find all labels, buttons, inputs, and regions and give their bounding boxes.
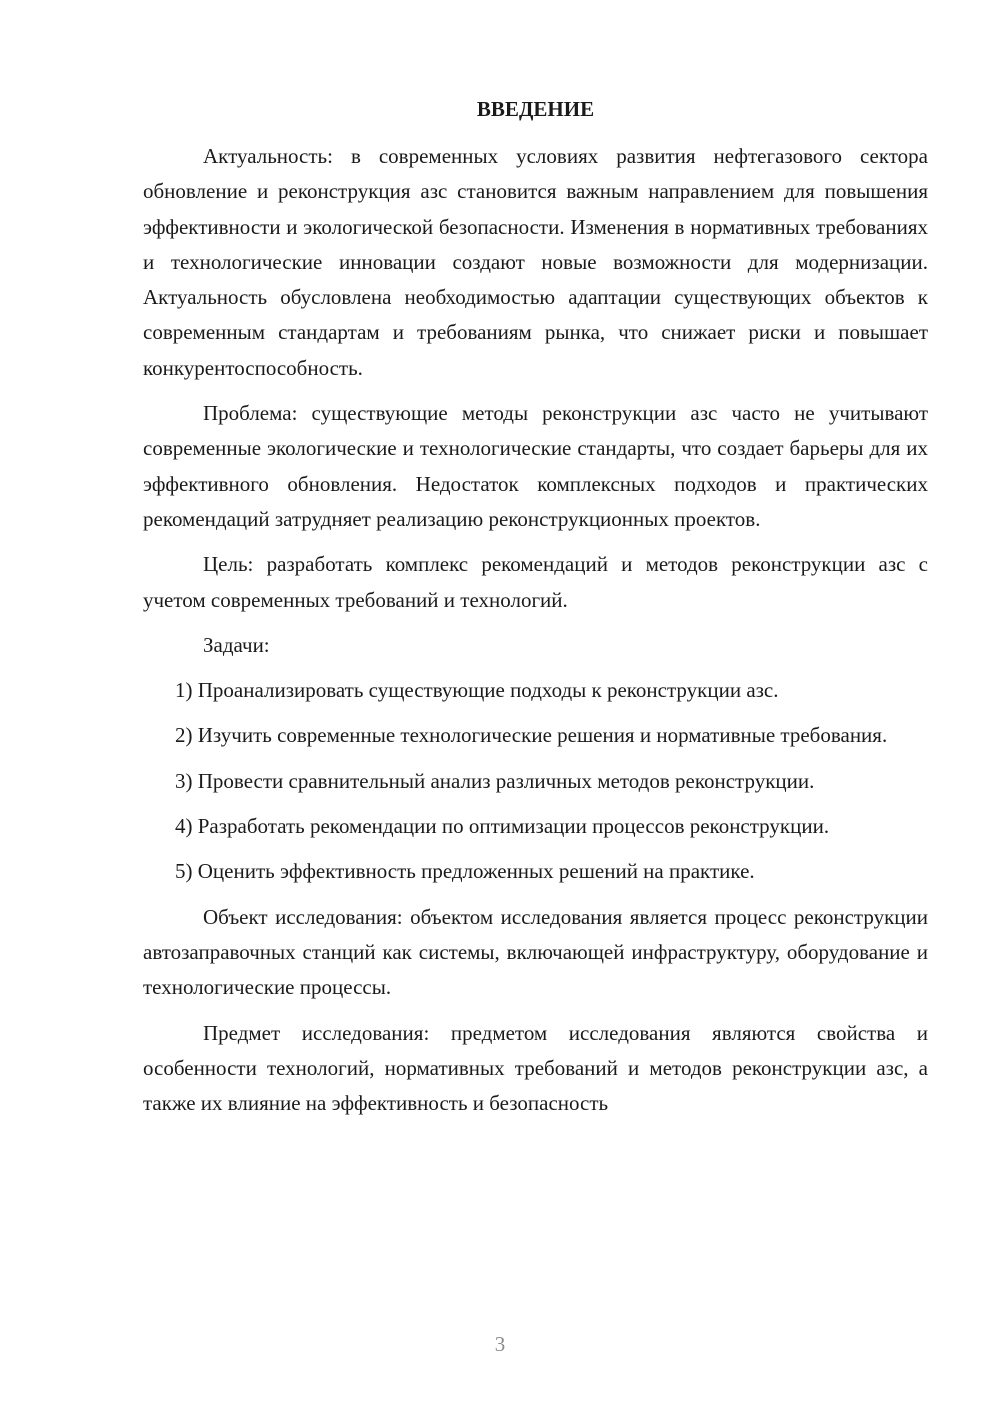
list-item: 1) Проанализировать существующие подходы к реконструкции азс. [175, 678, 779, 703]
list-item: 3) Провести сравнительный анализ различных методов реконструкции. [175, 768, 815, 793]
paragraph-problem: Проблема: существующие методы реконструкции азс часто не учитывают современные экологические и технологические стандарты, что создает барьеры для их эффективного обновления. Недостаток комплексных подходов и практических рекомендаций затрудняет реализацию реконструкционных проектов. [143, 401, 928, 531]
paragraph-relevance: Актуальность: в современных условиях развития нефтегазового сектора обновление и реконструкция азс становится важным направлением для повышения эффективности и экологической безопасности. Изменения в нормативных требованиях и технологические инновации создают новые возможности для модернизации. Актуальность обусловлена необходимостью адаптации существующих объектов к современным стандартам и требованиям рынка, что снижает риски и повышает конкурентоспособность. [143, 144, 928, 380]
list-item: 4) Разработать рекомендации по оптимизации процессов реконструкции. [175, 814, 830, 839]
page-number: 3 [494, 1332, 506, 1356]
paragraph-goal: Цель: разработать комплекс рекомендаций и методов реконструкции азс с учетом современных требований и технологий. [143, 552, 928, 612]
document-page [143, 92, 928, 1131]
list-item: 5) Оценить эффективность предложенных решений на практике. [175, 859, 755, 884]
paragraph-object: Объект исследования: объектом исследования является процесс реконструкции автозаправочных станций как системы, включающей инфраструктуру, оборудование и технологические процессы. [143, 904, 928, 1000]
paragraph-tasks-heading: Задачи: [203, 632, 270, 657]
list-item: 2) Изучить современные технологические решения и нормативные требования. [175, 723, 888, 748]
section-title: ВВЕДЕНИЕ [476, 97, 595, 121]
paragraph-subject: Предмет исследования: предметом исследования являются свойства и особенности технологий, нормативных требований и методов реконструкции азс, а также их влияние на эффективность и безопасность [143, 1020, 928, 1116]
